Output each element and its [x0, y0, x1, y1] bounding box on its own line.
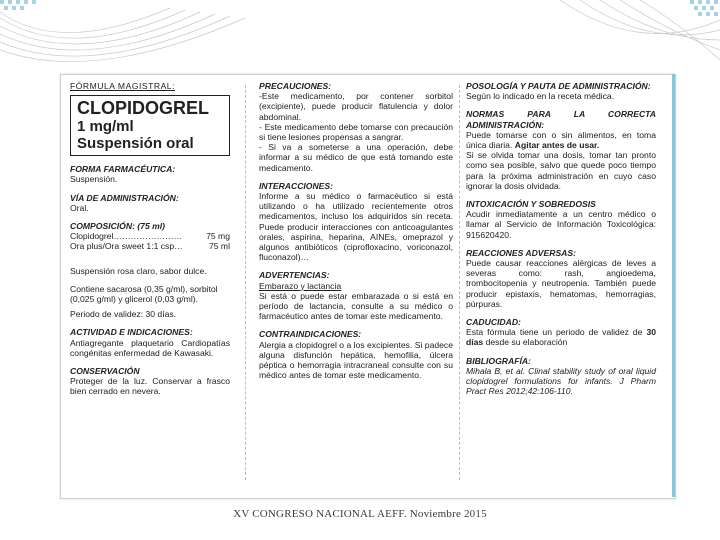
interactions-heading: INTERACCIONES:	[259, 180, 334, 191]
norms-text-1: Puede tomarse con o sin alimentos, en toma única diaria. Agitar antes de usar.	[466, 129, 656, 151]
via-heading: VÍA DE ADMINISTRACIÓN:	[70, 192, 179, 203]
norms-text-2: Si se olvida tomar una dosis, tomar tan pronto como sea posible, salvo que quede poco tiempo para la próxima administración en cuyo caso ignorar la dosis olvidada.	[466, 150, 656, 191]
adverse-reactions-text: Puede causar reacciones alérgicas de leves a severas como: rash, angioedema, trombocitopenia y neutropenia. También puede producir epistaxis, hematomas, hemorragias, púrpuras.	[466, 258, 656, 309]
precautions-text-1: -Este medicamento, por contener sorbitol (excipiente), puede producir flatulencia y dolor abdominal.	[259, 91, 453, 122]
composition-row: Ora plus/Ora sweet 1:1 csp… 75 ml	[70, 241, 230, 252]
product-title-box	[70, 95, 230, 156]
interactions-text: Informe a su médico o farmacéutico si está utilizando o ha utilizado recientemente otros medicamentos, incluso los adquiridos sin receta. Puede producir interacciones con anticoagulantes orales, aspirina, heparina, AINEs, omeprazol y algunos antibióticos (ciprofloxacino, voriconazol, fluconazol)…	[259, 191, 453, 263]
formula-label: FÓRMULA MAGISTRAL:	[70, 81, 175, 91]
bibliography-text: Mihala B, et al. Clinal stability study of oral liquid clopidogrel formulations for infants. J Pharm Pract Res 2012;42:106-110.	[466, 365, 656, 397]
contraindications-heading: CONTRAINDICACIONES:	[259, 329, 362, 340]
precautions-text-2: - Este medicamento debe tomarse con precaución si tiene lesiones propensas a sangrar.	[259, 121, 453, 143]
prescription-sheet	[60, 74, 676, 499]
bibliography-heading: BIBLIOGRAFÍA:	[466, 355, 531, 366]
contraindications-text: Alergia a clopidogrel o a los excipientes. Si padece alguna disfunción hepática, hemofilia, úlcera péptica o hemorragia intracraneal consulte con su médico antes de tomar este medicamento.	[259, 339, 453, 381]
adverse-reactions-heading: REACCIONES ADVERSAS:	[466, 247, 576, 258]
expiry-text: Esta fórmula tiene un periodo de validez de 30 días desde su elaboración	[466, 327, 656, 348]
intoxication-text: Acudir inmediatamente a un centro médico o llamar al Servicio de Información Toxicológica: 915620420.	[466, 209, 656, 240]
composition-row: Clopidogrel…………………… 75 mg	[70, 231, 230, 242]
accent-bar	[672, 74, 675, 497]
validity-text: Periodo de validez: 30 días.	[70, 309, 177, 320]
expiry-heading: CADUCIDAD:	[466, 317, 521, 328]
composition-contents: Contiene sacarosa (0,35 g/ml), sorbitol (0,025 g/ml) y glicerol (0,03 g/ml).	[70, 283, 218, 305]
intoxication-heading: INTOXICACIÓN Y SOBREDOSIS	[466, 199, 596, 210]
precautions-heading: PRECAUCIONES:	[259, 81, 332, 91]
column-right	[466, 81, 656, 396]
product-form: Suspensión oral	[77, 135, 194, 153]
posology-text: Según lo indicado en la receta médica.	[466, 91, 615, 102]
warnings-text: Si está o puede estar embarazada o si está en período de lactancia, consulte a su médico o farmacéutico antes de tomar este medicamento.	[259, 290, 453, 322]
precautions-text-3: - Si va a someterse a una operación, debe informar a su médico de que está tomando este medicamento.	[259, 142, 453, 173]
product-name: CLOPIDOGREL	[77, 98, 210, 119]
norms-heading: NORMAS PARA LA CORRECTA ADMINISTRACIÓN:	[466, 109, 656, 130]
activity-heading: ACTIVIDAD E INDICACIONES:	[70, 327, 193, 338]
forma-heading: FORMA FARMACÉUTICA:	[70, 164, 176, 175]
composition-description: Suspensión rosa claro, sabor dulce.	[70, 265, 207, 276]
column-divider	[459, 85, 460, 480]
via-text: Oral.	[70, 202, 89, 213]
warnings-subheading: Embarazo y lactancia	[259, 280, 342, 291]
column-divider	[245, 85, 246, 480]
footer-caption: XV CONGRESO NACIONAL AEFF. Noviembre 2015	[233, 508, 487, 520]
column-left	[70, 81, 230, 397]
column-middle	[259, 81, 453, 380]
forma-text: Suspensión.	[70, 174, 118, 185]
product-concentration: 1 mg/ml	[77, 118, 134, 136]
activity-text: Antiagregante plaquetario Cardiopatías congénitas enfermedad de Kawasaki.	[70, 337, 230, 358]
warnings-heading: ADVERTENCIAS:	[259, 270, 330, 281]
conservation-text: Proteger de la luz. Conservar a frasco bien cerrado en nevera.	[70, 376, 230, 397]
conservation-heading: CONSERVACIÓN	[70, 366, 140, 377]
composition-heading: COMPOSICIÓN: (75 ml)	[70, 221, 166, 232]
posology-heading: POSOLOGÍA Y PAUTA DE ADMINISTRACIÓN:	[466, 81, 651, 91]
